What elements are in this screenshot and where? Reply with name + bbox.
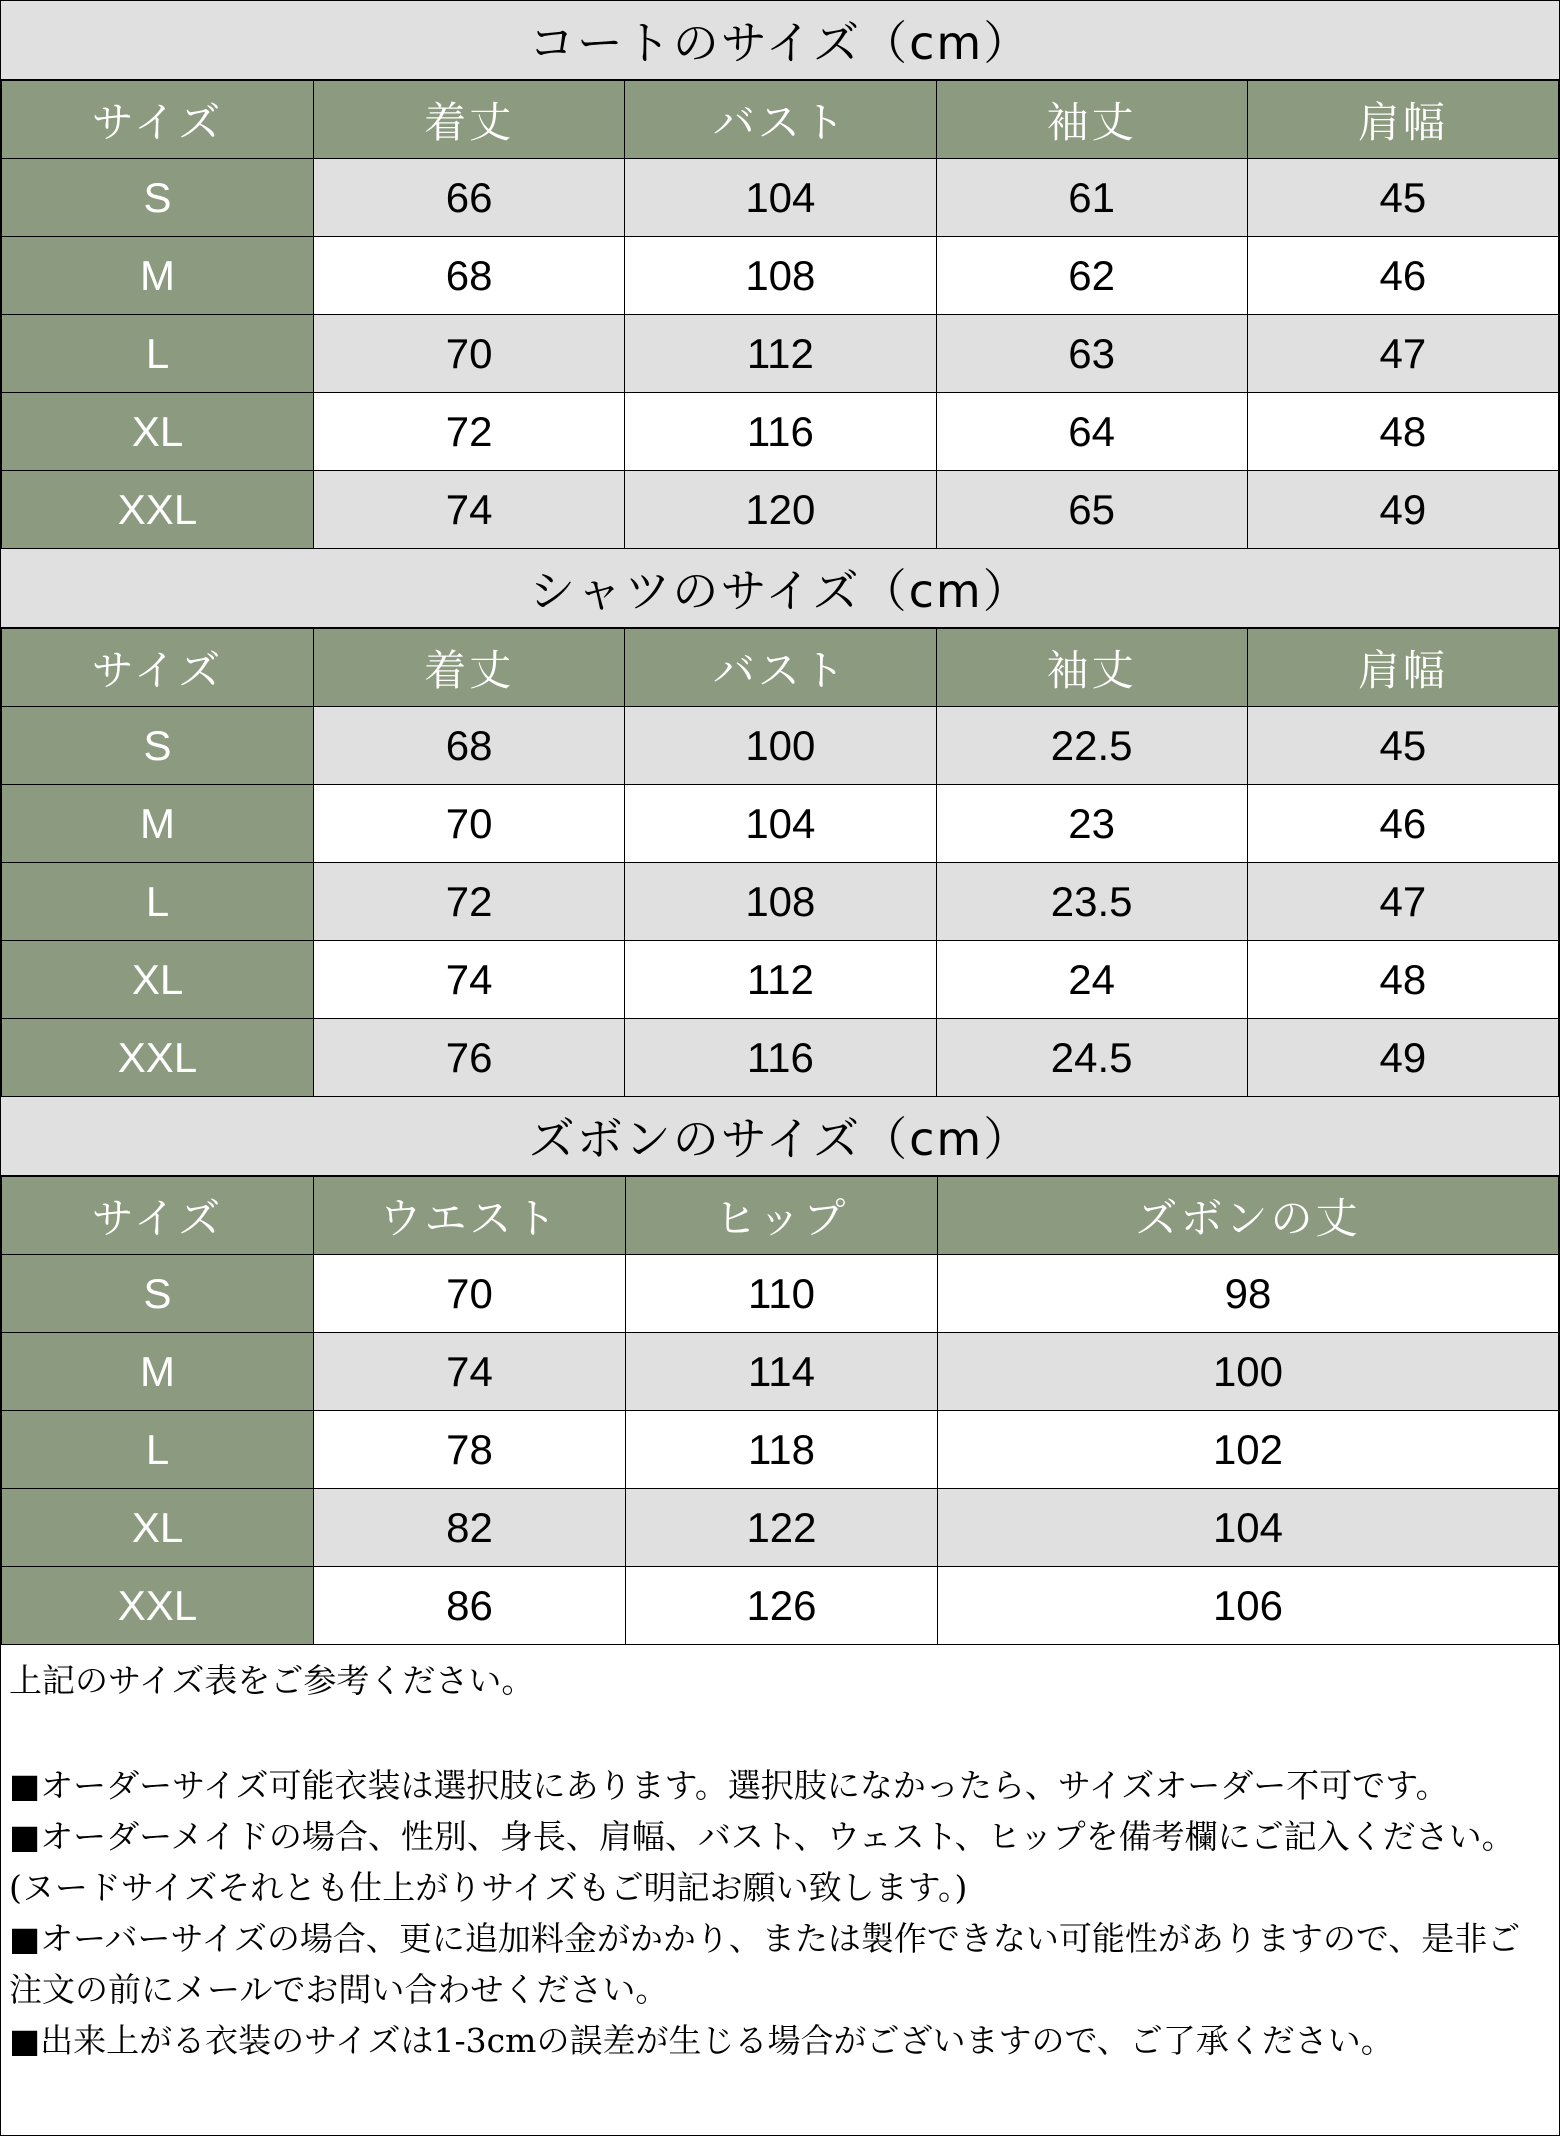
column-header: 着丈 (314, 629, 625, 707)
table-cell: 24.5 (936, 1019, 1247, 1097)
table-row (2, 1489, 1559, 1567)
table-cell: 112 (625, 315, 936, 393)
column-header: 袖丈 (936, 629, 1247, 707)
table-cell: 116 (625, 1019, 936, 1097)
table-cell: 100 (625, 707, 936, 785)
size-label: S (2, 159, 314, 237)
table-cell: 48 (1247, 393, 1558, 471)
table-cell: 108 (625, 237, 936, 315)
table-cell: 100 (938, 1333, 1559, 1411)
table-cell: 106 (938, 1567, 1559, 1645)
table-cell: 98 (938, 1255, 1559, 1333)
size-label: XXL (2, 1567, 314, 1645)
size-label: S (2, 1255, 314, 1333)
coat-size-title: コートのサイズ（cm） (1, 1, 1559, 80)
table-cell: 61 (936, 159, 1247, 237)
table-cell: 22.5 (936, 707, 1247, 785)
size-label: M (2, 237, 314, 315)
column-header: ズボンの丈 (938, 1177, 1559, 1255)
table-cell: 66 (314, 159, 625, 237)
pants-size-title: ズボンのサイズ（cm） (1, 1097, 1559, 1176)
table-cell: 74 (314, 471, 625, 549)
size-label: L (2, 315, 314, 393)
table-cell: 48 (1247, 941, 1558, 1019)
table-cell: 62 (936, 237, 1247, 315)
table-cell: 122 (626, 1489, 938, 1567)
table-row (2, 159, 1559, 237)
table-cell: 120 (625, 471, 936, 549)
table-cell: 104 (938, 1489, 1559, 1567)
table-row (2, 1567, 1559, 1645)
spacer (9, 1706, 1551, 1760)
size-label: XXL (2, 1019, 314, 1097)
pants-size-table (1, 1176, 1559, 1645)
table-cell: 70 (314, 1255, 626, 1333)
table-cell: 47 (1247, 315, 1558, 393)
column-header: ヒップ (626, 1177, 938, 1255)
column-header: 肩幅 (1247, 629, 1558, 707)
size-label: XL (2, 393, 314, 471)
coat-size-table (1, 80, 1559, 549)
table-cell: 74 (314, 941, 625, 1019)
table-row (2, 707, 1559, 785)
size-label: S (2, 707, 314, 785)
note-oversize: ■オーバーサイズの場合、更に追加料金がかかり、または製作できない可能性がありますので、是非ご注文の前にメールでお問い合わせください。 (9, 1919, 1521, 2009)
table-cell: 110 (626, 1255, 938, 1333)
table-cell: 116 (625, 393, 936, 471)
table-row (2, 237, 1559, 315)
column-header: 着丈 (314, 81, 625, 159)
table-cell: 65 (936, 471, 1247, 549)
table-header-row (2, 1177, 1559, 1255)
size-label: L (2, 1411, 314, 1489)
column-header: バスト (625, 629, 936, 707)
column-header: バスト (625, 81, 936, 159)
table-row (2, 315, 1559, 393)
table-cell: 72 (314, 863, 625, 941)
table-cell: 46 (1247, 785, 1558, 863)
table-row (2, 471, 1559, 549)
size-label: M (2, 1333, 314, 1411)
table-cell: 118 (626, 1411, 938, 1489)
table-cell: 63 (936, 315, 1247, 393)
table-cell: 23.5 (936, 863, 1247, 941)
size-label: L (2, 863, 314, 941)
table-cell: 70 (314, 785, 625, 863)
table-cell: 114 (626, 1333, 938, 1411)
table-cell: 102 (938, 1411, 1559, 1489)
table-cell: 78 (314, 1411, 626, 1489)
column-header: サイズ (2, 1177, 314, 1255)
table-cell: 45 (1247, 707, 1558, 785)
size-label: XXL (2, 471, 314, 549)
table-cell: 47 (1247, 863, 1558, 941)
column-header: サイズ (2, 629, 314, 707)
table-row (2, 941, 1559, 1019)
column-header: サイズ (2, 81, 314, 159)
shirt-size-table (1, 628, 1559, 1097)
table-row (2, 1019, 1559, 1097)
note-tolerance: ■出来上がる衣装のサイズは1-3cmの誤差が生じる場合がございますので、ご了承ください。 (9, 2021, 1394, 2060)
table-cell: 112 (625, 941, 936, 1019)
column-header: 袖丈 (936, 81, 1247, 159)
column-header: 肩幅 (1247, 81, 1558, 159)
note-custom-size: ■オーダーサイズ可能衣装は選択肢にあります。選択肢になかったら、サイズオーダー不可です。 (9, 1766, 1449, 1805)
shirt-size-title: シャツのサイズ（cm） (1, 549, 1559, 628)
size-label: XL (2, 941, 314, 1019)
table-cell: 104 (625, 785, 936, 863)
table-cell: 126 (626, 1567, 938, 1645)
table-cell: 68 (314, 237, 625, 315)
table-cell: 49 (1247, 471, 1558, 549)
size-label: M (2, 785, 314, 863)
table-row (2, 393, 1559, 471)
table-cell: 76 (314, 1019, 625, 1097)
table-cell: 68 (314, 707, 625, 785)
table-header-row (2, 629, 1559, 707)
table-cell: 45 (1247, 159, 1558, 237)
table-cell: 74 (314, 1333, 626, 1411)
table-cell: 46 (1247, 237, 1558, 315)
table-cell: 72 (314, 393, 625, 471)
table-row (2, 785, 1559, 863)
table-cell: 64 (936, 393, 1247, 471)
table-row (2, 1333, 1559, 1411)
table-cell: 24 (936, 941, 1247, 1019)
table-cell: 70 (314, 315, 625, 393)
column-header: ウエスト (314, 1177, 626, 1255)
note-custom-order: ■オーダーメイドの場合、性別、身長、肩幅、バスト、ウェスト、ヒップを備考欄にご記入ください。(ヌードサイズそれとも仕上がりサイズもご明記お願い致します。) (9, 1817, 1515, 1907)
table-cell: 82 (314, 1489, 626, 1567)
table-header-row (2, 81, 1559, 159)
table-cell: 108 (625, 863, 936, 941)
table-cell: 104 (625, 159, 936, 237)
table-row (2, 1255, 1559, 1333)
table-row (2, 1411, 1559, 1489)
size-label: XL (2, 1489, 314, 1567)
table-cell: 23 (936, 785, 1247, 863)
notes-intro: 上記のサイズ表をご参考ください。 (9, 1661, 535, 1700)
size-notes (1, 1645, 1559, 2066)
table-cell: 86 (314, 1567, 626, 1645)
table-row (2, 863, 1559, 941)
table-cell: 49 (1247, 1019, 1558, 1097)
